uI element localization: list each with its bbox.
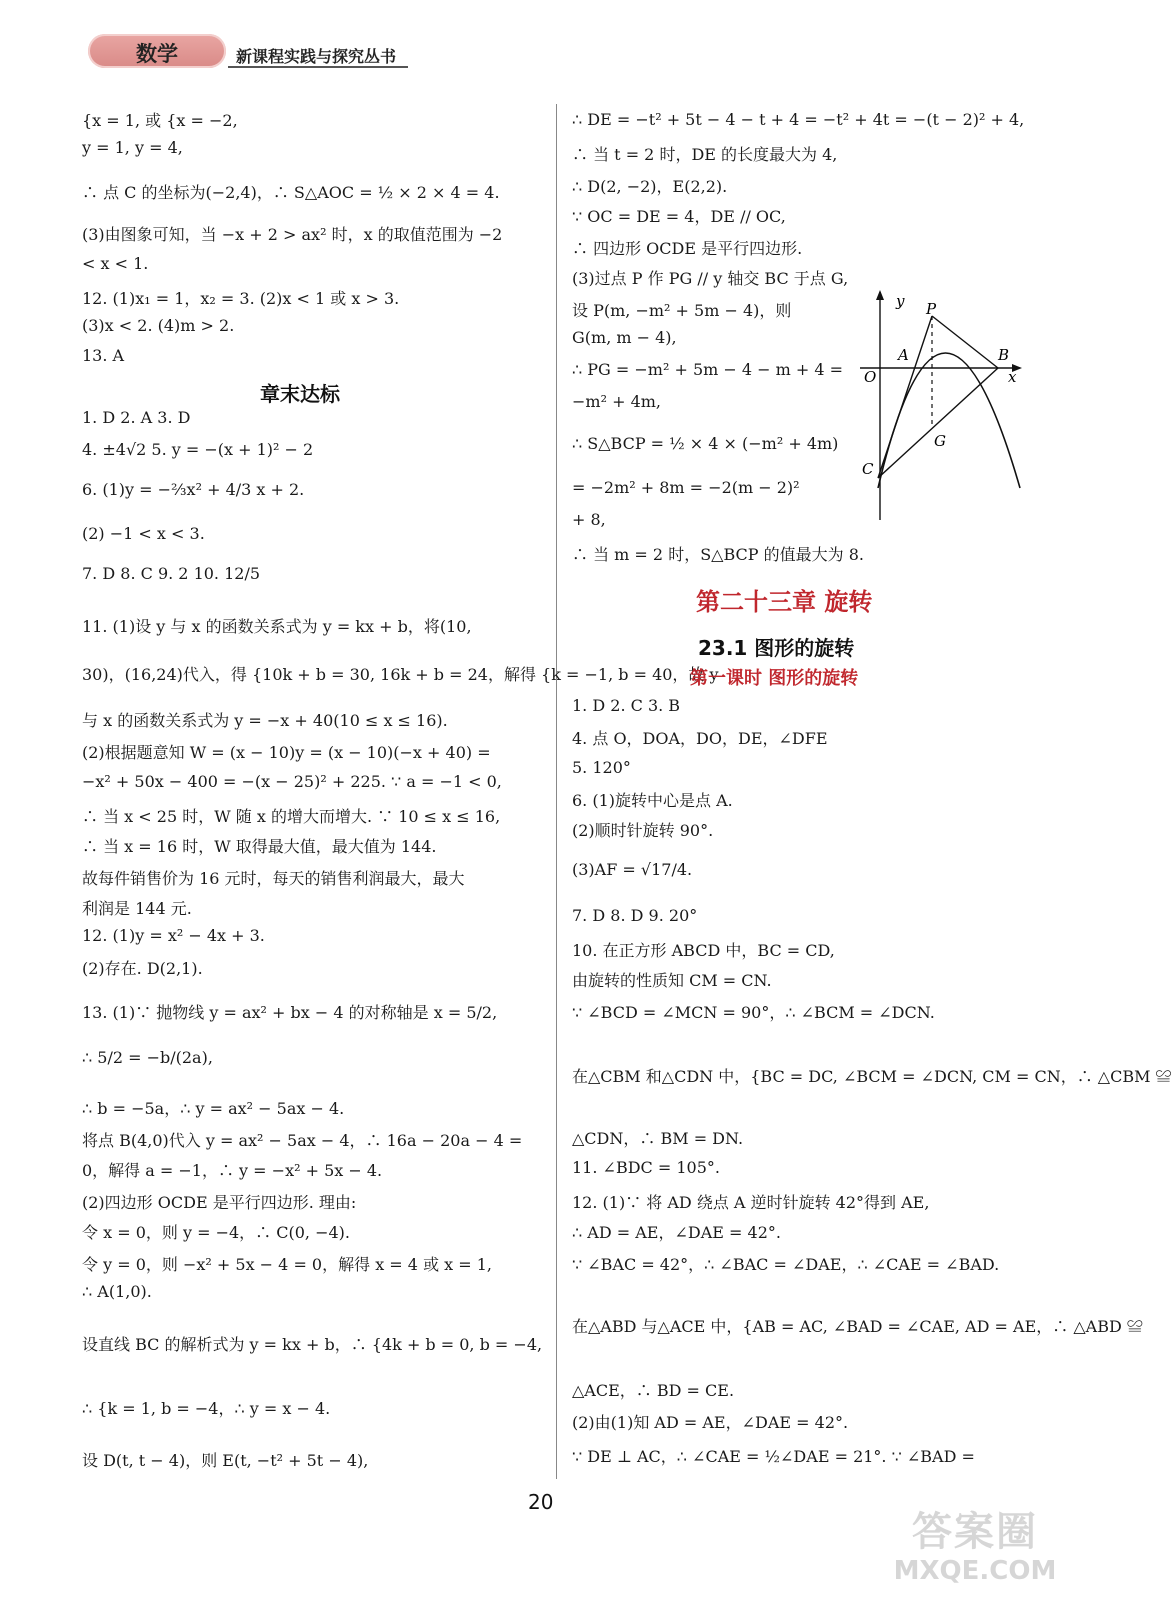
text-line: ∴ PG = −m² + 5m − 4 − m + 4 = [572, 360, 844, 379]
text-line: (2)根据题意知 W = (x − 10)y = (x − 10)(−x + 40) = [82, 743, 491, 762]
text-line: ∵ DE ⊥ AC，∴ ∠CAE = ½∠DAE = 21°. ∵ ∠BAD = [572, 1447, 975, 1466]
lesson-title: 第一课时 图形的旋转 [690, 668, 859, 689]
text-line: 12. (1)∵ 将 AD 绕点 A 逆时针旋转 42°得到 AE, [572, 1193, 930, 1212]
text-line: 故每件销售价为 16 元时，每天的销售利润最大，最大 [82, 869, 465, 888]
text-line: (2)顺时针旋转 90°. [572, 821, 714, 840]
text-line: ∴ A(1,0). [82, 1282, 152, 1301]
text-line: ∵ ∠BCD = ∠MCN = 90°，∴ ∠BCM = ∠DCN. [572, 1003, 935, 1022]
text-line: (2)存在. D(2,1). [82, 959, 203, 978]
text-line: 12. (1)x₁ = 1，x₂ = 3. (2)x < 1 或 x > 3. [82, 289, 400, 308]
text-line: −x² + 50x − 400 = −(x − 25)² + 225. ∵ a = −1 < 0, [82, 772, 502, 791]
text-line: (3)x < 2. (4)m > 2. [82, 316, 235, 335]
section-title: 23.1 图形的旋转 [698, 636, 855, 660]
text-line: 7. D 8. D 9. 20° [572, 906, 698, 925]
text-line: ∴ 当 x < 25 时，W 随 x 的增大而增大. ∵ 10 ≤ x ≤ 16, [82, 807, 501, 826]
text-line: y = 1, y = 4, [82, 138, 183, 157]
section-heading: 章末达标 [260, 382, 340, 406]
text-line: 在△ABD 与△ACE 中，{AB = AC, ∠BAD = ∠CAE, AD = AE，∴ △ABD ≌ [572, 1317, 1143, 1336]
text-line: 令 y = 0，则 −x² + 5x − 4 = 0，解得 x = 4 或 x = 1, [82, 1255, 493, 1274]
text-line: G(m, m − 4), [572, 328, 677, 347]
label-o: O [864, 368, 877, 386]
text-line: ∴ 当 t = 2 时，DE 的长度最大为 4, [572, 145, 838, 164]
text-line: 12. (1)y = x² − 4x + 3. [82, 926, 265, 945]
text-line: ∴ {k = 1, b = −4，∴ y = x − 4. [82, 1399, 331, 1418]
text-line: 0，解得 a = −1，∴ y = −x² + 5x − 4. [82, 1161, 383, 1180]
text-line: 7. D 8. C 9. 2 10. 12/5 [82, 564, 261, 583]
text-line: ∴ AD = AE，∠DAE = 42°. [572, 1223, 781, 1242]
text-line: 5. 120° [572, 758, 631, 777]
text-line: 13. A [82, 346, 125, 365]
watermark [880, 1508, 1070, 1592]
text-line: ∴ 四边形 OCDE 是平行四边形. [572, 239, 803, 258]
text-line: 6. (1)旋转中心是点 A. [572, 791, 733, 810]
label-x: x [1008, 368, 1017, 386]
text-line: (3)AF = √17/4. [572, 860, 693, 879]
text-line: 令 x = 0，则 y = −4，∴ C(0, −4). [82, 1223, 350, 1242]
page-number: 20 [528, 1490, 554, 1514]
text-line: 30)，(16,24)代入，得 {10k + b = 30, 16k + b = 24，解得 {k = −1, b = 40，故 y [82, 665, 719, 684]
text-line: △CDN，∴ BM = DN. [572, 1129, 744, 1148]
column-divider [556, 104, 557, 1479]
text-line: {x = 1, 或 {x = −2, [82, 111, 238, 130]
series-title: 新课程实践与探究丛书 [236, 47, 397, 66]
parabola-figure [852, 288, 1042, 524]
text-line: 将点 B(4,0)代入 y = ax² − 5ax − 4，∴ 16a − 20a − 4 = [82, 1131, 523, 1150]
text-line: ∴ 5/2 = −b/(2a), [82, 1048, 213, 1067]
text-line: ∴ b = −5a，∴ y = ax² − 5ax − 4. [82, 1099, 345, 1118]
text-line: 11. (1)设 y 与 x 的函数关系式为 y = kx + b，将(10, [82, 617, 472, 636]
text-line: < x < 1. [82, 254, 149, 273]
text-line: −m² + 4m, [572, 392, 662, 411]
watermark-url: MXQE.COM [893, 1556, 1057, 1586]
text-line: 1. D 2. A 3. D [82, 408, 191, 427]
text-line: 11. ∠BDC = 105°. [572, 1158, 720, 1177]
label-b: B [998, 346, 1010, 364]
text-line: ∴ DE = −t² + 5t − 4 − t + 4 = −t² + 4t = −(t − 2)² + 4, [572, 110, 1025, 129]
text-line: (2)由(1)知 AD = AE，∠DAE = 42°. [572, 1413, 849, 1432]
text-line: 1. D 2. C 3. B [572, 696, 681, 715]
text-line: ∵ ∠BAC = 42°，∴ ∠BAC = ∠DAE，∴ ∠CAE = ∠BAD. [572, 1255, 1000, 1274]
text-line: ∴ 当 m = 2 时，S△BCP 的值最大为 8. [572, 545, 864, 564]
text-line: 13. (1)∵ 抛物线 y = ax² + bx − 4 的对称轴是 x = 5/2, [82, 1003, 498, 1022]
label-p: P [926, 300, 937, 318]
text-line: 10. 在正方形 ABCD 中，BC = CD, [572, 941, 835, 960]
label-y: y [896, 292, 905, 310]
text-line: 在△CBM 和△CDN 中，{BC = DC, ∠BCM = ∠DCN, CM = CN，∴ △CBM ≌ [572, 1067, 1172, 1086]
text-line: ∴ D(2, −2)，E(2,2). [572, 177, 728, 196]
text-line: 4. 点 O，DOA，DO，DE，∠DFE [572, 729, 828, 748]
text-line: (3)过点 P 作 PG // y 轴交 BC 于点 G, [572, 269, 849, 288]
watermark-brand: 答案圈 [912, 1509, 1038, 1555]
text-line: 利润是 144 元. [82, 899, 192, 918]
label-g: G [934, 432, 946, 450]
text-line: = −2m² + 8m = −2(m − 2)² [572, 478, 800, 497]
text-line: 与 x 的函数关系式为 y = −x + 40(10 ≤ x ≤ 16). [82, 711, 448, 730]
text-line: ∵ OC = DE = 4，DE // OC, [572, 207, 786, 226]
text-line: ∴ S△BCP = ½ × 4 × (−m² + 4m) [572, 434, 839, 453]
text-line: ∴ 点 C 的坐标为(−2,4)，∴ S△AOC = ½ × 2 × 4 = 4. [82, 183, 500, 202]
text-line: 设直线 BC 的解析式为 y = kx + b，∴ {4k + b = 0, b = −4, [82, 1335, 543, 1354]
text-line: 设 P(m, −m² + 5m − 4)，则 [572, 301, 792, 320]
parabola-curve [878, 353, 1020, 488]
subject-tab [88, 34, 226, 68]
text-line: (2)四边形 OCDE 是平行四边形. 理由: [82, 1193, 357, 1212]
text-line: (3)由图象可知，当 −x + 2 > ax² 时，x 的取值范围为 −2 [82, 225, 503, 244]
line-pb [932, 316, 998, 368]
text-line: 设 D(t, t − 4)，则 E(t, −t² + 5t − 4), [82, 1451, 369, 1470]
text-line: 由旋转的性质知 CM = CN. [572, 971, 772, 990]
text-line: + 8, [572, 510, 606, 529]
label-a: A [898, 346, 909, 364]
text-line: ∴ 当 x = 16 时，W 取得最大值，最大值为 144. [82, 837, 437, 856]
y-axis-arrow [876, 290, 884, 300]
text-line: 6. (1)y = −⅔x² + 4/3 x + 2. [82, 480, 305, 499]
text-line: (2) −1 < x < 3. [82, 524, 205, 543]
text-line: 4. ±4√2 5. y = −(x + 1)² − 2 [82, 440, 314, 459]
header-underline [228, 66, 408, 68]
text-line: △ACE，∴ BD = CE. [572, 1381, 735, 1400]
subject-label: 数学 [136, 42, 178, 66]
chapter-title: 第二十三章 旋转 [696, 588, 873, 616]
label-c: C [862, 460, 874, 478]
